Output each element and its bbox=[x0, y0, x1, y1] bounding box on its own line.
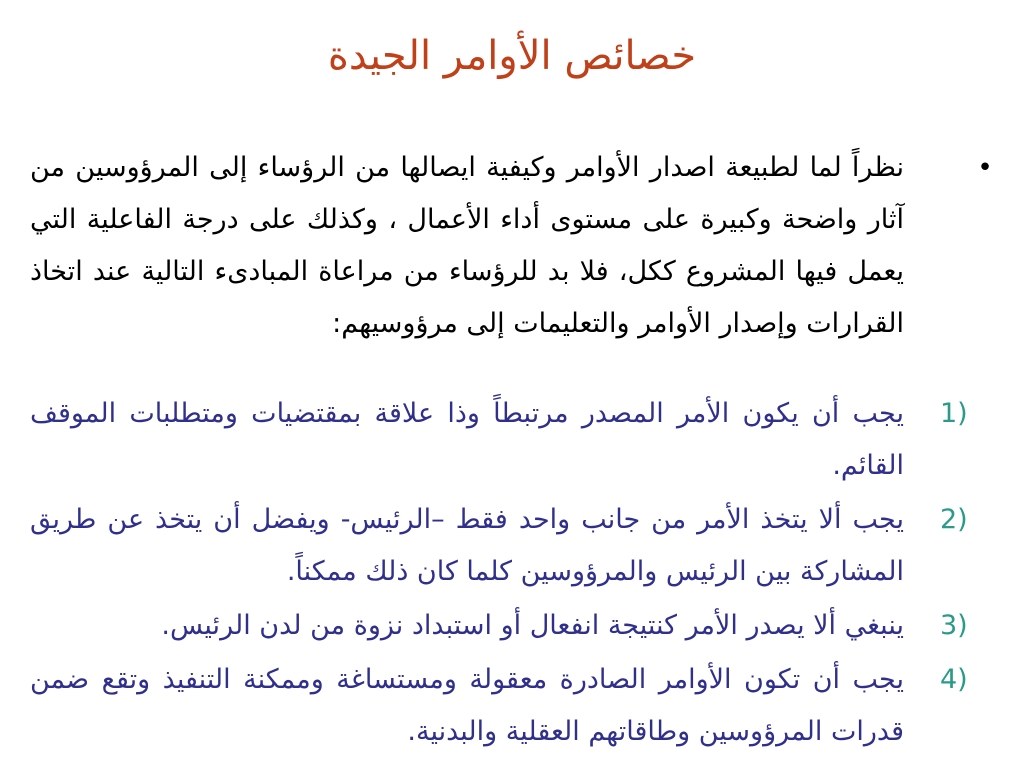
item-text: يجب أن تكون الأوامر الصادرة معقولة ومستساغة وممكنة التنفيذ وتقع ضمن قدرات المرؤوسين وطاقاتهم العقلية والبدنية. bbox=[30, 664, 904, 747]
intro-text: نظراً لما لطبيعة اصدار الأوامر وكيفية ايصالها من الرؤساء إلى المرؤوسين من آثار واضحة وكبيرة على مستوى أداء الأعمال ، وكذلك على درجة الفاعلية التي يعمل فيها المشروع ككل، فلا بد للرؤساء من مراعاة المبادىء التالية عند اتخاذ القرارات وإصدار الأوامر والتعليمات إلى مرؤوسيهم: bbox=[30, 152, 904, 339]
numbered-list bbox=[30, 388, 1000, 758]
item-text: يجب ألا يتخذ الأمر من جانب واحد فقط –الرئيس- ويفضل أن يتخذ عن طريق المشاركة بين الرئيس والمرؤوسين كلما كان ذلك ممكناً. bbox=[30, 504, 904, 587]
list-item bbox=[30, 654, 1000, 758]
item-text: يجب أن يكون الأمر المصدر مرتبطاً وذا علاقة بمقتضيات ومتطلبات الموقف القائم. bbox=[30, 398, 904, 481]
slide-title: خصائص الأوامر الجيدة bbox=[327, 33, 697, 79]
list-item bbox=[30, 388, 1000, 492]
list-item bbox=[30, 494, 1000, 598]
bullet-icon: • bbox=[977, 153, 993, 183]
intro-paragraph bbox=[30, 142, 1000, 350]
item-number: 1) bbox=[940, 398, 968, 429]
item-text: ينبغي ألا يصدر الأمر كنتيجة انفعال أو استبداد نزوة من لدن الرئيس. bbox=[161, 610, 904, 641]
item-number: 4) bbox=[940, 664, 968, 695]
item-number: 3) bbox=[940, 610, 968, 641]
list-item bbox=[30, 600, 1000, 652]
item-number: 2) bbox=[940, 504, 968, 535]
